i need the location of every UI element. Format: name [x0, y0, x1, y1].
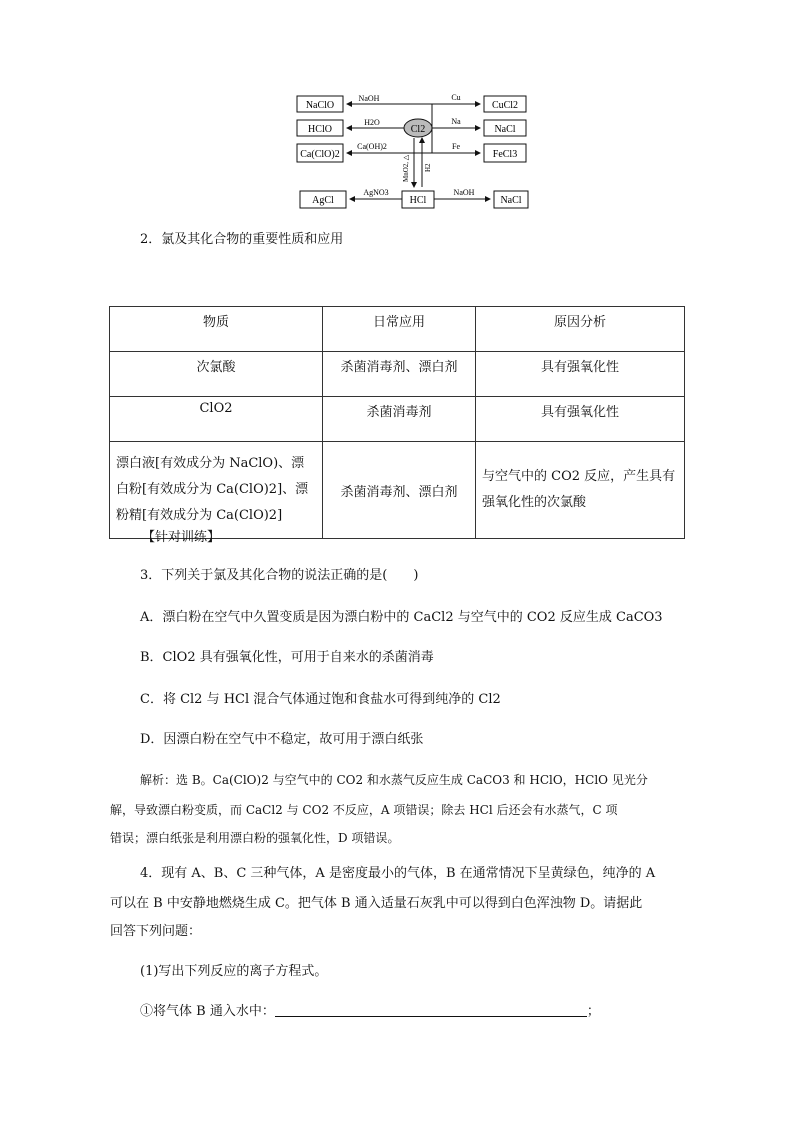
cell-substance: ClO2: [110, 397, 323, 442]
q4-line: 可以在 B 中安静地燃烧生成 C。把气体 B 通入适量石灰乳中可以得到白色浑浊物 D。请据此: [110, 896, 643, 911]
reagent-agno3: AgNO3: [363, 188, 389, 197]
q3-option-a: A．漂白粉在空气中久置变质是因为漂白粉中的 CaCl2 与空气中的 CO2 反应生成 CaCO3: [140, 610, 663, 625]
cell-reason-multi: [476, 442, 685, 539]
q4-line: 4．现有 A、B、C 三种气体，A 是密度最小的气体，B 在通常情况下呈黄绿色，纯净的 A: [140, 866, 656, 881]
q4-item1-label: ①将气体 B 通入水中：: [140, 1004, 275, 1019]
cell-reason: 具有强氧化性: [476, 397, 685, 442]
reason-line: 与空气中的 CO2 反应，产生具有: [482, 469, 676, 484]
cucl2-label: CuCl2: [491, 100, 519, 111]
answer-blank[interactable]: [275, 1002, 587, 1017]
cell-use: 杀菌消毒剂: [323, 397, 476, 442]
q4-item1: [140, 1002, 600, 1022]
cl2-label: Cl2: [410, 124, 426, 135]
q3-option-c: C．将 Cl2 与 HCl 混合气体通过饱和食盐水可得到纯净的 Cl2: [140, 692, 501, 707]
properties-table: [109, 306, 685, 539]
header-use: 日常应用: [323, 307, 476, 352]
chlorine-reaction-diagram: [292, 88, 532, 213]
cell-substance-multi: [110, 442, 323, 539]
cell-substance: 次氯酸: [110, 352, 323, 397]
analysis-line: 解析：选 B。Ca(ClO)2 与空气中的 CO2 和水蒸气反应生成 CaCO3 和 HClO，HClO 见光分: [140, 773, 648, 787]
table-row: [110, 352, 685, 397]
section2-title: 2．氯及其化合物的重要性质和应用: [140, 232, 344, 247]
reagent-cu: Cu: [451, 93, 461, 102]
nacl-label: NaCl: [494, 124, 516, 135]
hclo-label: HClO: [308, 124, 332, 135]
header-reason: 原因分析: [476, 307, 685, 352]
cell-reason: 具有强氧化性: [476, 352, 685, 397]
table-row: [110, 397, 685, 442]
reagent-mno2: MnO2, △: [402, 154, 410, 182]
q4-sub1: (1)写出下列反应的离子方程式。: [140, 964, 328, 979]
substance-line: 白粉[有效成分为 Ca(ClO)2]、漂: [116, 482, 309, 497]
table-header-row: [110, 307, 685, 352]
fecl3-label: FeCl3: [492, 149, 518, 160]
q4-item1-end: ；: [586, 1004, 600, 1019]
reagent-h2o: H2O: [364, 118, 380, 127]
agcl-label: AgCl: [312, 195, 334, 206]
naclo-label: NaClO: [305, 100, 335, 111]
table-row: [110, 442, 685, 539]
analysis-line: 解，导致漂白粉变质，而 CaCl2 与 CO2 不反应，A 项错误；除去 HCl 后还会有水蒸气，C 项: [110, 803, 618, 817]
reason-line: 强氧化性的次氯酸: [482, 495, 587, 510]
q4-line: 回答下列问题：: [110, 924, 202, 939]
diagram-svg: [292, 88, 532, 213]
reagent-caoh2: Ca(OH)2: [357, 142, 387, 151]
training-title: 【针对训练】: [142, 530, 221, 545]
hcl-label: HCl: [409, 195, 427, 206]
reagent-h2: H2: [424, 163, 432, 172]
nacl-bottom-label: NaCl: [500, 195, 522, 206]
reagent-fe: Fe: [452, 142, 460, 151]
reagent-na: Na: [451, 117, 461, 126]
cell-use: 杀菌消毒剂、漂白剂: [323, 352, 476, 397]
caclo2-label: Ca(ClO)2: [300, 149, 340, 160]
cell-use: 杀菌消毒剂、漂白剂: [323, 442, 476, 539]
q3-option-d: D．因漂白粉在空气中不稳定，故可用于漂白纸张: [140, 732, 424, 747]
analysis-line: 错误；漂白纸张是利用漂白粉的强氧化性，D 项错误。: [110, 831, 400, 845]
substance-line: 漂白液[有效成分为 NaClO)、漂: [116, 456, 305, 471]
reagent-naoh-bottom: NaOH: [453, 188, 475, 197]
substance-line: 粉精[有效成分为 Ca(ClO)2]: [116, 508, 283, 523]
reagent-naoh: NaOH: [358, 94, 380, 103]
header-substance: 物质: [110, 307, 323, 352]
q3-stem: 3．下列关于氯及其化合物的说法正确的是( ): [140, 568, 419, 583]
q3-option-b: B．ClO2 具有强氧化性，可用于自来水的杀菌消毒: [140, 650, 434, 665]
